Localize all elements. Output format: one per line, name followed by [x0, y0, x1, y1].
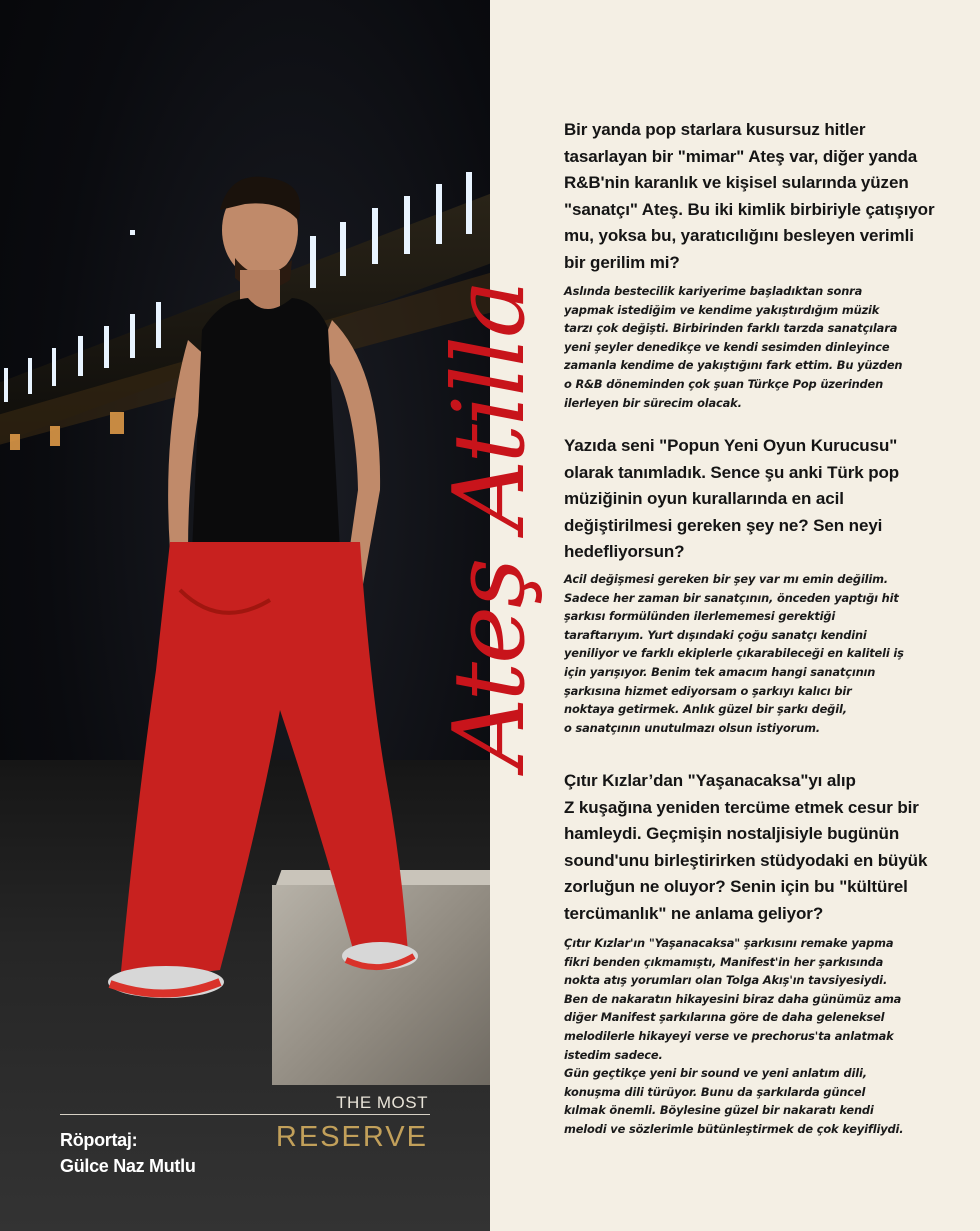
question-1	[564, 117, 935, 276]
artist-figure	[70, 170, 450, 1020]
artist-name-script: Ateş Atilla	[433, 281, 547, 769]
question-1-text: Bir yanda pop starlara kusursuz hitler tasarlayan bir "mimar" Ateş var, diğer yanda R&B'nin karanlık ve kişisel sularında yüzen "sanatçı" Ateş. Bu iki kimlik birbiriyle çatışıyor mu, yoksa bu, yaratıcılığını besleyen verimli bir gerilim mi?	[564, 120, 935, 272]
credit-label: Röportaj:	[60, 1130, 138, 1150]
answer-3	[564, 934, 916, 1139]
answer-3-text: Çıtır Kızlar'ın "Yaşanacaksa" şarkısını remake yapma fikri benden çıkmamıştı, Manifest'in her şarkısında nokta atış yorumları olan Tolga Akış'ın tavsiyesiydi. Ben de nakaratın hikayesini biraz daha günümüz ama diğer Manifest şarkılarına göre de daha geleneksel melodilerle hikayeyi verse ve prechorus'ta anlatmak istedim sadece. Gün geçtikçe yeni bir sound ve yeni anlatım dili, konuşma dili türüyor. Bunu da şarkılarda güncel kılmak önemli. Böylesine güzel bir nakaratı kendi melodi ve sözlerimle bütünleştirmek de çok keyifliydi.	[564, 936, 904, 1136]
answer-1	[564, 282, 916, 412]
interview-credit	[60, 1127, 196, 1179]
answer-2-text: Acil değişmesi gereken bir şey var mı emin değilim. Sadece her zaman bir sanatçının, önceden yaptığı hit şarkısı formülünden ilerlememesi gerektiği taraftarıyım. Yurt dışındaki çoğu sanatçı kendini yeniliyor ve farklı ekiplerle çıkarabileceği en kaliteli iş için yarışıyor. Benim tek amacım hangi sanatçının şarkısına hizmet ediyorsam o şarkıyı kalıcı bir noktaya getirmek. Anlık güzel bir şarkı değil, o sanatçının unutulmazı olsun istiyorum.	[564, 572, 904, 735]
credit-author: Gülce Naz Mutlu	[60, 1156, 196, 1176]
question-2-text: Yazıda seni "Popun Yeni Oyun Kurucusu" olarak tanımladık. Sence şu anki Türk pop müziğinin oyun kurallarında en acil değiştirilmesi gereken şey ne? Sen neyi hedefliyorsun?	[564, 436, 900, 561]
question-3-text: Çıtır Kızlar’dan "Yaşanacaksa"yı alıp Z kuşağına yeniden tercüme etmek cesur bir hamleydi. Geçmişin nostaljisiyle bugünün sound'unu birleştirirken stüdyodaki en büyük zorluğun ne oluyor? Senin için bu "kültürel tercümanlık" ne anlama geliyor?	[564, 771, 928, 923]
answer-1-text: Aslında bestecilik kariyerime başladıktan sonra yapmak istediğim ve kendime yakıştırdığım müzik tarzı çok değişti. Birbirinden farklı tarzda sanatçılara yeni şeyler denedikçe ve kendi sesimden dinleyince zamanla kendime de yakıştığını fark ettim. Bu yüzden o R&B döneminden çok şuan Türkçe Pop üzerinden ilerleyen bir sürecim olacak.	[564, 284, 903, 410]
question-2	[564, 433, 916, 566]
answer-2	[564, 570, 916, 737]
credit-divider	[60, 1114, 430, 1115]
brand-logo-text: RESERVE	[275, 1121, 428, 1153]
brand-tagline: THE MOST	[336, 1093, 428, 1112]
question-3	[564, 768, 928, 927]
